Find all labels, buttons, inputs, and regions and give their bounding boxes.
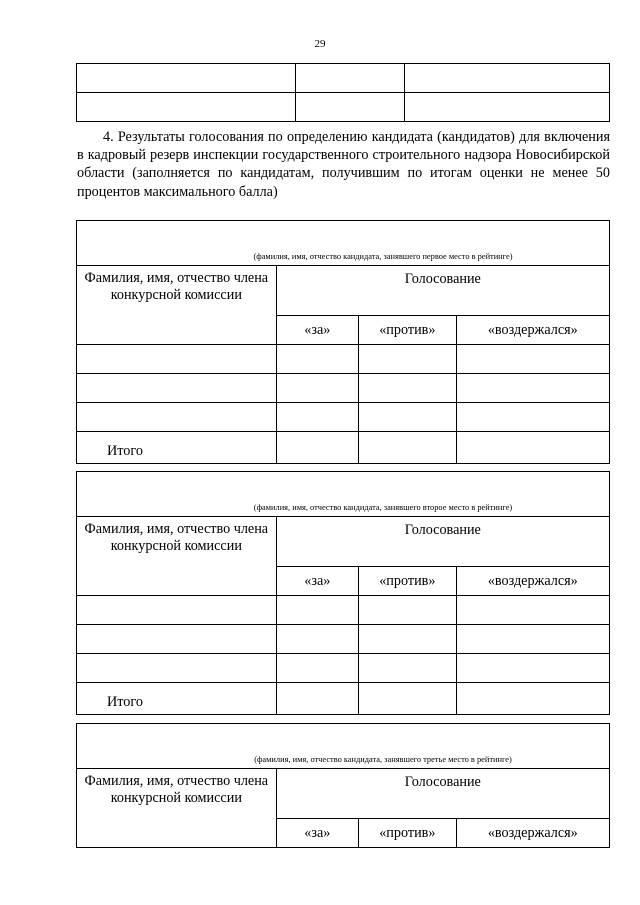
table-row bbox=[77, 64, 610, 93]
against-header: «против» bbox=[359, 819, 457, 848]
section-paragraph bbox=[77, 128, 610, 201]
fio-header: Фамилия, имя, отчество члена конкурсной комиссии bbox=[77, 266, 277, 345]
table-row bbox=[77, 374, 610, 403]
for-header: «за» bbox=[276, 316, 358, 345]
candidate-caption: (фамилия, имя, отчество кандидата, занявшего третье место в рейтинге) bbox=[254, 755, 512, 764]
candidate-caption: (фамилия, имя, отчество кандидата, занявшего первое место в рейтинге) bbox=[253, 252, 513, 261]
paragraph-text: 4. Результаты голосования по определению кандидата (кандидатов) для включения в кадровый резерв инспекции государственного строительного надзора Новосибирской области (заполняется по кандидатам, получившим по итогам оценки не менее 50 процентов максимального балла) bbox=[77, 129, 610, 200]
table-cell bbox=[77, 64, 296, 93]
total-row bbox=[77, 683, 610, 715]
total-label: Итого bbox=[77, 432, 277, 464]
candidate-name-cell bbox=[77, 221, 610, 266]
table-row bbox=[77, 625, 610, 654]
table-cell bbox=[296, 93, 405, 122]
table-row bbox=[77, 93, 610, 122]
for-header: «за» bbox=[276, 819, 358, 848]
total-label: Итого bbox=[77, 683, 277, 715]
table-row bbox=[77, 654, 610, 683]
fio-header: Фамилия, имя, отчество члена конкурсной комиссии bbox=[77, 517, 277, 596]
for-header: «за» bbox=[276, 567, 358, 596]
candidate-name-cell bbox=[77, 472, 610, 517]
table-row bbox=[77, 403, 610, 432]
table-row bbox=[77, 345, 610, 374]
against-header: «против» bbox=[359, 567, 457, 596]
candidate-caption: (фамилия, имя, отчество кандидата, занявшего второе место в рейтинге) bbox=[253, 503, 513, 512]
table-cell bbox=[77, 93, 296, 122]
against-header: «против» bbox=[359, 316, 457, 345]
fio-header: Фамилия, имя, отчество члена конкурсной комиссии bbox=[77, 769, 277, 848]
abstained-header: «воздержался» bbox=[456, 819, 609, 848]
voting-header: Голосование bbox=[276, 517, 609, 567]
table-cell bbox=[296, 64, 405, 93]
table-cell bbox=[405, 64, 610, 93]
total-row bbox=[77, 432, 610, 464]
voting-table-first-place bbox=[76, 220, 610, 464]
table-row bbox=[77, 596, 610, 625]
page-number: 29 bbox=[314, 38, 326, 50]
top-table-continuation bbox=[76, 63, 610, 122]
voting-header: Голосование bbox=[276, 769, 609, 819]
table-cell bbox=[405, 93, 610, 122]
abstained-header: «воздержался» bbox=[456, 567, 609, 596]
voting-table-second-place bbox=[76, 471, 610, 715]
candidate-name-cell bbox=[77, 724, 610, 769]
abstained-header: «воздержался» bbox=[456, 316, 609, 345]
voting-table-third-place bbox=[76, 723, 610, 848]
voting-header: Голосование bbox=[276, 266, 609, 316]
